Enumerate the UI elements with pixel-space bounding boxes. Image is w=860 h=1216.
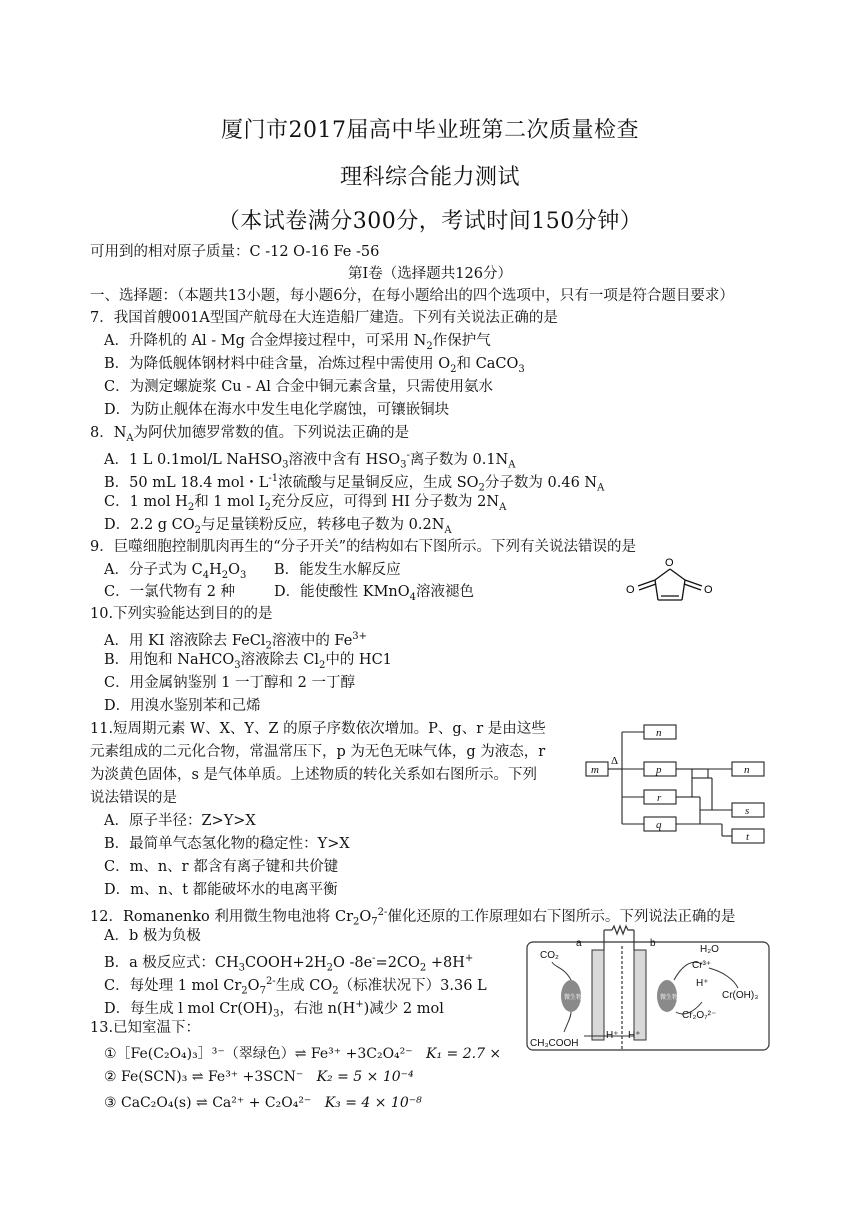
q11-stem-line2: 元素组成的二元化合物，常温常压下，p 为无色无味气体，g 为液态，r xyxy=(90,744,546,760)
q11-transformation-diagram xyxy=(582,722,792,852)
exam-subtitle: 理科综合能力测试 xyxy=(339,165,520,190)
node-s: s xyxy=(745,805,750,817)
q10-stem: 10.下列实验能达到目的的是 xyxy=(90,606,273,622)
instructions: 一、选择题：（本题共13小题，每小题6分，在每小题给出的四个选项中，只有一项是符合题目要求） xyxy=(90,288,734,304)
q9-option-d: D．能使酸性 KMnO$_4$溶液褪色 xyxy=(274,584,475,603)
q8-option-a: A．1 L 0.1mol/L NaHSO$_3$溶液中含有 $HSO_3^-$离子数为 $0.1N_A$ xyxy=(104,450,516,471)
section-title: 第Ⅰ卷（选择题共126分） xyxy=(348,266,512,282)
q11-stem-line4: 说法错误的是 xyxy=(90,790,177,806)
q8-option-b: B．50 mL 18.4 mol・$L^{-1}$浓硫酸与足量铜反应，生成 $SO_2$分子数为 0.46 $N_A$ xyxy=(104,473,605,494)
node-t: t xyxy=(746,831,750,843)
q9-option-a: A．分子式为 $C_4H_2O_3$ xyxy=(104,562,247,581)
q11-stem-line3: 为淡黄色固体，s 是气体单质。上述物质的转化关系如右图所示。下列 xyxy=(90,767,538,783)
croh3-label: Cr(OH)₃ xyxy=(722,990,759,1001)
q12-option-d: D．每生成 l mol $Cr(OH)_3$，右池 n(H+)减少 2 mol xyxy=(104,999,444,1020)
q10-option-a: A．用 KI 溶液除去 FeCl$_2$溶液中的 $Fe^{3+}$ xyxy=(104,631,368,652)
q11-stem-line1: 11.短周期元素 W、X、Y、Z 的原子序数依次增加。P、g、r 是由这些 xyxy=(90,721,546,737)
q11-option-c: C．m、n、r 都含有离子键和共价键 xyxy=(104,859,339,875)
q9-stem: 9．巨噬细胞控制肌肉再生的“分子开关”的结构如右下图所示。下列有关说法错误的是 xyxy=(90,539,637,555)
q11-option-d: D．m、n、t 都能破坏水的电离平衡 xyxy=(104,882,338,898)
node-q: q xyxy=(656,819,662,831)
q8-stem: 8．$N_A$为阿伏加德罗常数的值。下列说法正确的是 xyxy=(90,425,410,444)
q12-option-b: B．a 极反应式：$CH_3COOH+2H_2O$ $-8e^-=2CO_2 +8H^+$ xyxy=(104,953,474,974)
q8-option-c: C．1 mol $H_2$和 1 mol $I_2$充分反应，可得到 HI 分子数为 $2N_A$ xyxy=(104,494,507,513)
heat-symbol: Δ xyxy=(611,755,619,767)
proton-label-left: H⁺ xyxy=(606,1030,619,1041)
microbe-right-label: 微生物 xyxy=(660,994,679,1001)
node-m: m xyxy=(591,764,599,776)
h2o-label: H₂O xyxy=(700,944,719,955)
proton-label-right: H⁺ xyxy=(628,1030,641,1041)
electrode-b-label: b xyxy=(650,938,656,949)
q9-option-c: C．一氯代物有 2 种 xyxy=(104,584,236,600)
fig-o-ring: O xyxy=(665,557,674,569)
q11-option-b: B．最简单气态氢化物的稳定性：Y>X xyxy=(104,836,350,852)
atomic-mass-line: 可用到的相对原子质量：C -12 O-16 Fe -56 xyxy=(90,244,380,260)
fig-o-left: O xyxy=(626,584,635,596)
q12-option-c: C．每处理 1 mol $Cr_2O_7^{2-}$生成 $CO_2$（标准状况下）3.36 L xyxy=(104,976,487,997)
q7-option-b: B．为降低舰体钢材料中硅含量，冶炼过程中需使用 $O_2$和 CaCO$_3$ xyxy=(104,356,525,375)
q7-option-c: C．为测定螺旋浆 Cu - Al 合金中铜元素含量，只需使用氨水 xyxy=(104,379,493,395)
q11-option-a: A．原子半径：Z>Y>X xyxy=(104,813,256,829)
q10-option-b: B．用饱和 NaHCO$_3$溶液除去 $Cl_2$中的 HC1 xyxy=(104,652,392,671)
q13-stem: 13.已知室温下： xyxy=(90,1020,201,1036)
microbe-left-label: 微生物 xyxy=(564,994,583,1001)
q13-equation-3: ③ CaC₂O₄(s) ⇌ Ca²⁺ + C₂O₄²⁻ K₃ = 4 × 10⁻⁸ xyxy=(104,1095,422,1111)
q10-option-c: C．用金属钠鉴别 1 一丁醇和 2 一丁醇 xyxy=(104,675,355,691)
cr2o7-label: Cr₂O₇²⁻ xyxy=(682,1010,717,1021)
q9-option-b: B．能发生水解反应 xyxy=(274,562,401,578)
exam-title: 厦门市2017届高中毕业班第二次质量检查 xyxy=(221,118,639,143)
exam-note: （本试卷满分300分，考试时间150分钟） xyxy=(217,209,643,234)
node-n-right: n xyxy=(744,764,750,776)
q13-equation-1: ①［Fe(C₂O₄)₃］³⁻（翠绿色）⇌ Fe³⁺ +3C₂O₄²⁻ K₁ = 2.7 × xyxy=(104,1046,502,1062)
ch3cooh-label: CH₃COOH xyxy=(530,1038,579,1049)
q7-stem: 7．我国首艘001A型国产航母在大连造船厂建造。下列有关说法正确的是 xyxy=(90,310,558,326)
q8-option-d: D．2.2 g $CO_2$与足量镁粉反应，转移电子数为 $0.2N_A$ xyxy=(104,517,452,536)
co2-label: CO₂ xyxy=(540,950,559,961)
q7-option-a: A．升降机的 Al - Mg 合金焊接过程中，可采用 $N_2$作保护气 xyxy=(104,333,491,352)
maleic-anhydride-structure xyxy=(612,556,742,616)
q10-option-d: D．用溴水鉴别苯和己烯 xyxy=(104,698,261,714)
cr3-label: Cr³⁺ xyxy=(692,960,712,971)
q12-option-a: A．b 极为负极 xyxy=(104,928,201,944)
fig-o-right: O xyxy=(704,584,713,596)
node-n-top: n xyxy=(656,727,662,739)
node-r: r xyxy=(657,792,662,804)
q13-equation-2: ② Fe(SCN)₃ ⇌ Fe³⁺ +3SCN⁻ K₂ = 5 × 10⁻⁴ xyxy=(104,1069,414,1085)
q12-microbial-cell-diagram xyxy=(524,922,774,1054)
electrode-a-label: a xyxy=(576,938,582,949)
hplus-label: H⁺ xyxy=(696,978,709,989)
q12-stem: 12．Romanenko 利用微生物电池将 $Cr_2O_7^{2-}$催化还原的工作原理如右下图所示。下列说法正确的是 xyxy=(90,907,736,928)
node-p: p xyxy=(656,764,662,776)
q7-option-d: D．为防止舰体在海水中发生电化学腐蚀，可镶嵌铜块 xyxy=(104,402,450,418)
